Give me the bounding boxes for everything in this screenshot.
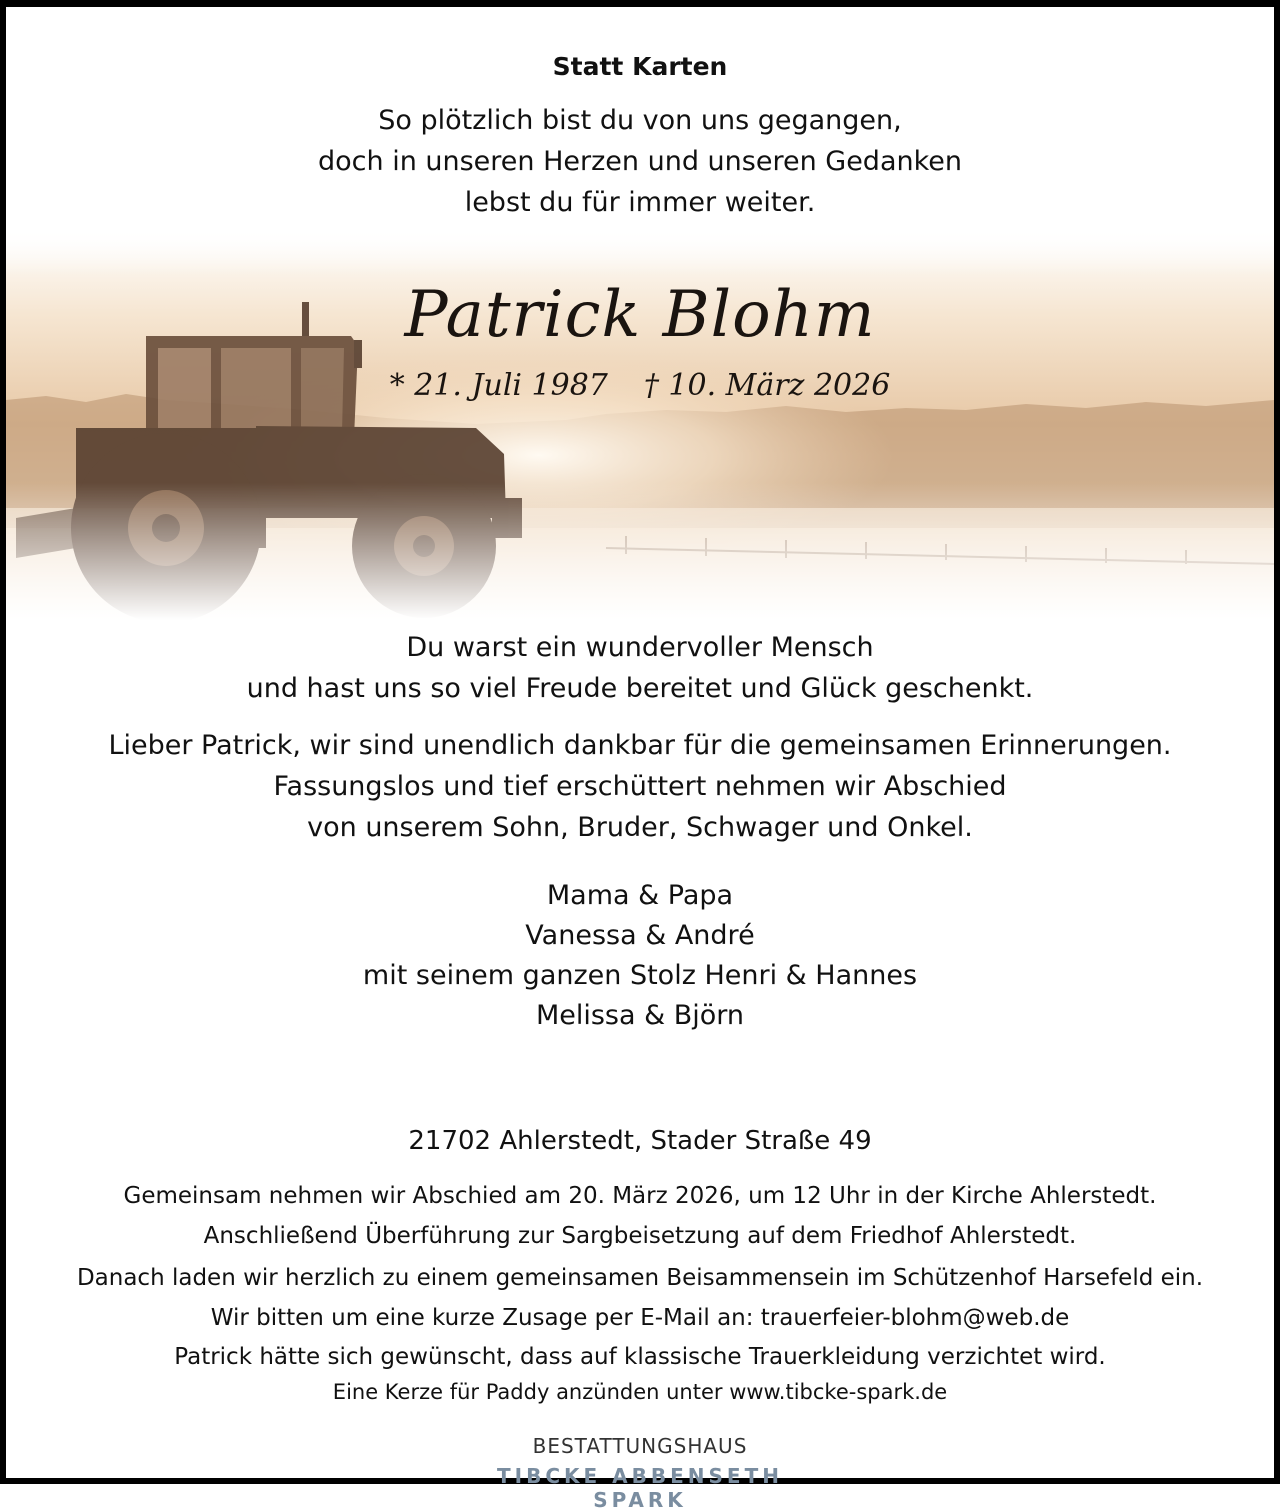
- detail-line: Gemeinsam nehmen wir Abschied am 20. März 2026, um 12 Uhr in der Kirche Ahlerstedt.: [123, 1183, 1157, 1209]
- mourner-line: Vanessa & André: [525, 920, 755, 951]
- candle-note: Eine Kerze für Paddy anzünden unter www.tibcke-spark.de: [332, 1380, 948, 1404]
- verse-top-line: So plötzlich bist du von uns gegangen,: [378, 105, 902, 136]
- verse-top-line: lebst du für immer weiter.: [464, 187, 816, 218]
- detail-line: Patrick hätte sich gewünscht, dass auf klassische Trauerkleidung verzichtet wird.: [174, 1344, 1106, 1370]
- verse-line: Du warst ein wundervoller Mensch: [406, 632, 874, 663]
- birth-date: * 21. Juli 1987: [389, 368, 608, 403]
- mourner-line: Mama & Papa: [546, 880, 734, 911]
- deceased-name: Patrick Blohm: [404, 278, 876, 352]
- verse-line: Fassungslos und tief erschüttert nehmen wir Abschied: [273, 771, 1007, 802]
- verse-top-line: doch in unseren Herzen und unseren Gedanken: [318, 146, 962, 177]
- header-statt-karten: Statt Karten: [552, 52, 728, 81]
- mourners-list: [0, 876, 1280, 1036]
- verse-line: und hast uns so viel Freude bereitet und Glück geschenkt.: [246, 673, 1034, 704]
- mourner-line: mit seinem ganzen Stolz Henri & Hannes: [362, 960, 918, 991]
- verse-mid-2: [0, 725, 1280, 848]
- address: 21702 Ahlerstedt, Stader Straße 49: [408, 1126, 872, 1156]
- death-date: † 10. März 2026: [643, 368, 891, 403]
- funeral-details: [0, 1176, 1280, 1378]
- detail-line: Wir bitten um eine kurze Zusage per E-Mail an: trauerfeier-blohm@web.de: [210, 1305, 1070, 1331]
- detail-line: Danach laden wir herzlich zu einem gemeinsamen Beisammensein im Schützenhof Harsefeld ein.: [76, 1265, 1204, 1291]
- funeral-home-logo: [480, 1434, 800, 1512]
- life-dates: [0, 368, 1280, 403]
- logo-top-text: BESTATTUNGSHAUS: [532, 1434, 748, 1458]
- verse-line: von unserem Sohn, Bruder, Schwager und Onkel.: [307, 812, 973, 843]
- logo-bottom-text: TIBCKE ABBENSETH SPARK: [497, 1464, 783, 1512]
- verse-mid-1: [0, 627, 1280, 709]
- mourner-line: Melissa & Björn: [535, 1000, 745, 1031]
- detail-line: Anschließend Überführung zur Sargbeisetzung auf dem Friedhof Ahlerstedt.: [203, 1223, 1077, 1249]
- verse-top: [0, 100, 1280, 223]
- verse-line: Lieber Patrick, wir sind unendlich dankbar für die gemeinsamen Erinnerungen.: [108, 730, 1172, 761]
